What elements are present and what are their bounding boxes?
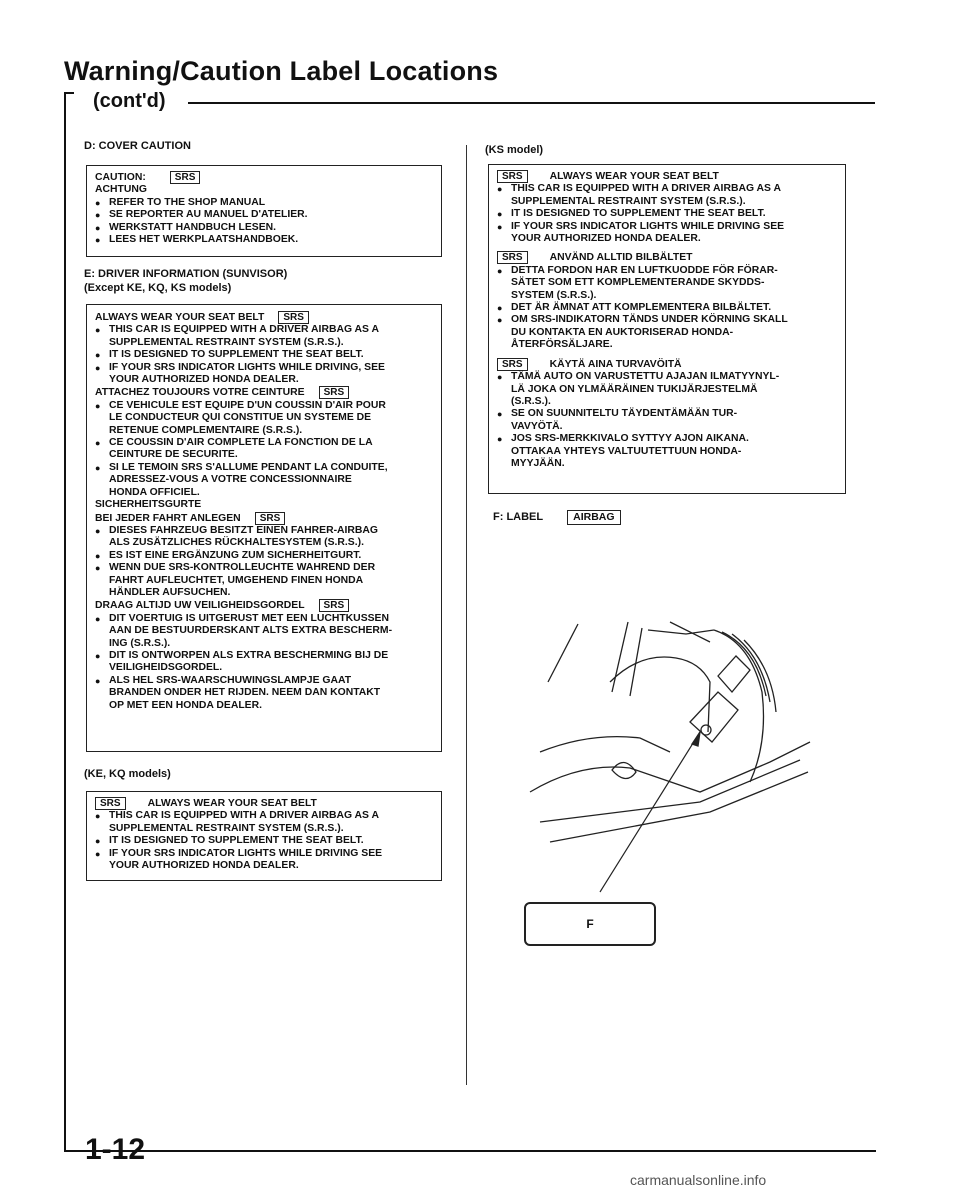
list-item: ● THIS CAR IS EQUIPPED WITH A DRIVER AIRBAG AS A xyxy=(95,324,433,336)
swedish-heading: ANVÄND ALLTID BILBÄLTET xyxy=(549,252,693,264)
list-item: ● OM SRS-INDIKATORN TÄNDS UNDER KÖRNING SKALL xyxy=(497,314,837,326)
list-item: ● IT IS DESIGNED TO SUPPLEMENT THE SEAT BELT. xyxy=(95,835,433,847)
list-item-cont: YOUR AUTHORIZED HONDA DEALER. xyxy=(109,374,299,386)
srs-badge: SRS xyxy=(95,797,126,810)
page-subtitle: (cont'd) xyxy=(93,90,166,112)
column-divider xyxy=(466,145,467,1085)
headrest xyxy=(648,622,714,642)
list-item: ● DETTA FORDON HAR EN LUFTKUODDE FÖR FÖRAR- xyxy=(497,265,837,277)
list-item: ● DIT VOERTUIG IS UITGERUST MET EEN LUCHTKUSSEN xyxy=(95,613,433,625)
srs-badge: SRS xyxy=(319,386,350,399)
english-heading: ALWAYS WEAR YOUR SEAT BELT xyxy=(549,171,719,182)
section-d-heading: D: COVER CAUTION xyxy=(84,140,191,152)
srs-badge: SRS xyxy=(255,512,286,525)
list-item: ● SI LE TEMOIN SRS S'ALLUME PENDANT LA CONDUITE, xyxy=(95,462,433,474)
seat-back-edge xyxy=(612,622,642,696)
list-item-cont: ÅTERFÖRSÄLJARE. xyxy=(511,339,613,351)
srs-badge: SRS xyxy=(319,599,350,612)
section-f-heading xyxy=(493,510,621,525)
german-heading-2: BEI JEDER FAHRT ANLEGEN xyxy=(95,512,241,524)
english-heading: ALWAYS WEAR YOUR SEAT BELT xyxy=(95,312,265,323)
srs-badge: SRS xyxy=(497,251,528,264)
ke-kq-heading: (KE, KQ models) xyxy=(84,768,171,780)
buckle xyxy=(718,656,750,692)
list-item-cont: DU KONTAKTA EN AUKTORISERAD HONDA- xyxy=(511,326,734,338)
list-item-cont: SUPPLEMENTAL RESTRAINT SYSTEM (S.R.S.). xyxy=(109,822,344,834)
subtitle-rule xyxy=(188,102,875,104)
list-item-cont: OTTAKAA YHTEYS VALTUUTETTUUN HONDA- xyxy=(511,445,742,457)
seat-label-illustration xyxy=(500,612,820,912)
list-item-cont: YOUR AUTHORIZED HONDA DEALER. xyxy=(511,233,701,245)
sunvisor-label-box xyxy=(86,304,442,752)
list-item-cont: VEILIGHEIDSGORDEL. xyxy=(109,662,223,674)
seat-cushion xyxy=(540,737,670,752)
list-item: ● CE VEHICULE EST EQUIPE D'UN COUSSIN D'AIR POUR xyxy=(95,400,433,412)
list-item: ● SE REPORTER AU MANUEL D'ATELIER. xyxy=(95,209,433,221)
list-item-cont: SUPPLEMENTAL RESTRAINT SYSTEM (S.R.S.). xyxy=(109,336,344,348)
list-item-cont: VAVYÖTÄ. xyxy=(511,420,563,432)
list-item-cont: AAN DE BESTUURDERSKANT ALTS EXTRA BESCHERM- xyxy=(109,625,393,637)
floor-lines xyxy=(540,760,808,842)
srs-badge: SRS xyxy=(497,170,528,183)
page-title: Warning/Caution Label Locations xyxy=(64,56,499,86)
list-item: ● THIS CAR IS EQUIPPED WITH A DRIVER AIRBAG AS A xyxy=(95,810,433,822)
list-item-cont: ALS ZUSÄTZLICHES RÜCKHALTESYSTEM (S.R.S.). xyxy=(109,537,364,549)
lower-fixture xyxy=(612,762,636,778)
list-item-cont: ING (S.R.S.). xyxy=(109,637,171,649)
list-item-cont: YOUR AUTHORIZED HONDA DEALER. xyxy=(109,860,299,872)
list-item: ● IT IS DESIGNED TO SUPPLEMENT THE SEAT BELT. xyxy=(95,349,433,361)
list-item: ● IT IS DESIGNED TO SUPPLEMENT THE SEAT BELT. xyxy=(497,208,837,220)
ks-label-box xyxy=(488,164,846,494)
list-item: ● LEES HET WERKPLAATSHANDBOEK. xyxy=(95,234,433,246)
list-item: ● CE COUSSIN D'AIR COMPLETE LA FONCTION DE LA xyxy=(95,437,433,449)
dutch-heading: DRAAG ALTIJD UW VEILIGHEIDSGORDEL xyxy=(95,600,305,612)
list-item: ● WENN DUE SRS-KONTROLLEUCHTE WAHREND DER xyxy=(95,562,433,574)
illus-line xyxy=(548,624,578,682)
seatbelt xyxy=(610,657,710,732)
finnish-heading: KÄYTÄ AINA TURVAVÖITÄ xyxy=(549,358,682,370)
srs-badge: SRS xyxy=(497,358,528,371)
page-number: 1-12 xyxy=(85,1133,146,1166)
list-item-cont: HONDA OFFICIEL. xyxy=(109,486,200,498)
sill-line xyxy=(530,742,810,792)
srs-badge: SRS xyxy=(170,171,201,184)
list-item: ● IF YOUR SRS INDICATOR LIGHTS WHILE DRIVING, SEE xyxy=(95,362,433,374)
list-item-cont: OP MET EEN HONDA DEALER. xyxy=(109,699,262,711)
list-item-cont: FAHRT AUFLEUCHTET, UMGEHEND FINEN HONDA xyxy=(109,574,364,586)
section-e-heading: E: DRIVER INFORMATION (SUNVISOR) xyxy=(84,268,288,280)
section-e-subheading: (Except KE, KQ, KS models) xyxy=(84,282,232,294)
label-marker xyxy=(701,725,711,735)
list-item: ● DIESES FAHRZEUG BESITZT EINEN FAHRER-AIRBAG xyxy=(95,525,433,537)
list-item-cont: HÄNDLER AUFSUCHEN. xyxy=(109,586,231,598)
watermark-footer: carmanualsonline.info xyxy=(630,1172,767,1188)
achtung-label: ACHTUNG xyxy=(95,184,147,196)
f-label-text: F: LABEL xyxy=(493,511,544,523)
list-item-cont: SYSTEM (S.R.S.). xyxy=(511,289,597,301)
list-item: ● THIS CAR IS EQUIPPED WITH A DRIVER AIRBAG AS A xyxy=(497,183,837,195)
srs-badge: SRS xyxy=(278,311,309,324)
list-item-cont: RETENUE COMPLEMENTAIRE (S.R.S.). xyxy=(109,424,303,436)
f-callout-box: F xyxy=(524,902,656,946)
list-item-cont: MYYJÄÄN. xyxy=(511,457,565,469)
cover-caution-box xyxy=(86,165,442,257)
french-heading: ATTACHEZ TOUJOURS VOTRE CEINTURE xyxy=(95,387,305,399)
list-item-cont: ADRESSEZ-VOUS A VOTRE CONCESSIONNAIRE xyxy=(109,474,352,486)
frame-bottom-border xyxy=(64,1150,876,1152)
list-item: ● ES IST EINE ERGÄNZUNG ZUM SICHERHEITGURT. xyxy=(95,550,433,562)
list-item-cont: (S.R.S.). xyxy=(511,395,551,407)
list-item: ● SE ON SUUNNITELTU TÄYDENTÄMÄÄN TUR- xyxy=(497,408,837,420)
list-item: ● DIT IS ONTWORPEN ALS EXTRA BESCHERMING BIJ DE xyxy=(95,650,433,662)
callout-arrowhead xyxy=(692,732,700,746)
list-item: ● DET ÄR ÄMNAT ATT KOMPLEMENTERA BILBÄLTET. xyxy=(497,302,837,314)
list-item: ● IF YOUR SRS INDICATOR LIGHTS WHILE DRIVING SEE xyxy=(497,221,837,233)
list-item-cont: CEINTURE DE SECURITE. xyxy=(109,449,238,461)
list-item: ● WERKSTATT HANDBUCH LESEN. xyxy=(95,222,433,234)
caution-label: CAUTION: xyxy=(95,172,146,183)
label-plate xyxy=(690,692,738,742)
airbag-badge: AIRBAG xyxy=(567,510,620,525)
list-item-cont: SUPPLEMENTAL RESTRAINT SYSTEM (S.R.S.). xyxy=(511,195,746,207)
frame-left-border xyxy=(64,92,66,1152)
list-item: ● JOS SRS-MERKKIVALO SYTTYY AJON AIKANA. xyxy=(497,433,837,445)
list-item-cont: BRANDEN ONDER HET RIJDEN. NEEM DAN KONTAKT xyxy=(109,687,381,699)
list-item: ● IF YOUR SRS INDICATOR LIGHTS WHILE DRIVING SEE xyxy=(95,848,433,860)
list-item: ● ALS HEL SRS-WAARSCHUWINGSLAMPJE GAAT xyxy=(95,675,433,687)
list-item-cont: LÄ JOKA ON YLMÄÄRÄINEN TUKIJÄRJESTELMÄ xyxy=(511,383,758,395)
english-heading: ALWAYS WEAR YOUR SEAT BELT xyxy=(147,798,317,809)
list-item: ● REFER TO THE SHOP MANUAL xyxy=(95,197,433,209)
list-item-cont: SÄTET SOM ETT KOMPLEMENTERANDE SKYDDS- xyxy=(511,277,765,289)
ke-kq-label-box xyxy=(86,791,442,881)
german-heading: SICHERHEITSGURTE xyxy=(95,499,202,511)
ks-heading: (KS model) xyxy=(485,144,544,156)
seat-back-curve xyxy=(714,630,764,782)
list-item-cont: LE CONDUCTEUR QUI CONSTITUE UN SYSTEME DE xyxy=(109,412,372,424)
list-item: ● TÄMÄ AUTO ON VARUSTETTU AJAJAN ILMATYYNYL- xyxy=(497,371,837,383)
